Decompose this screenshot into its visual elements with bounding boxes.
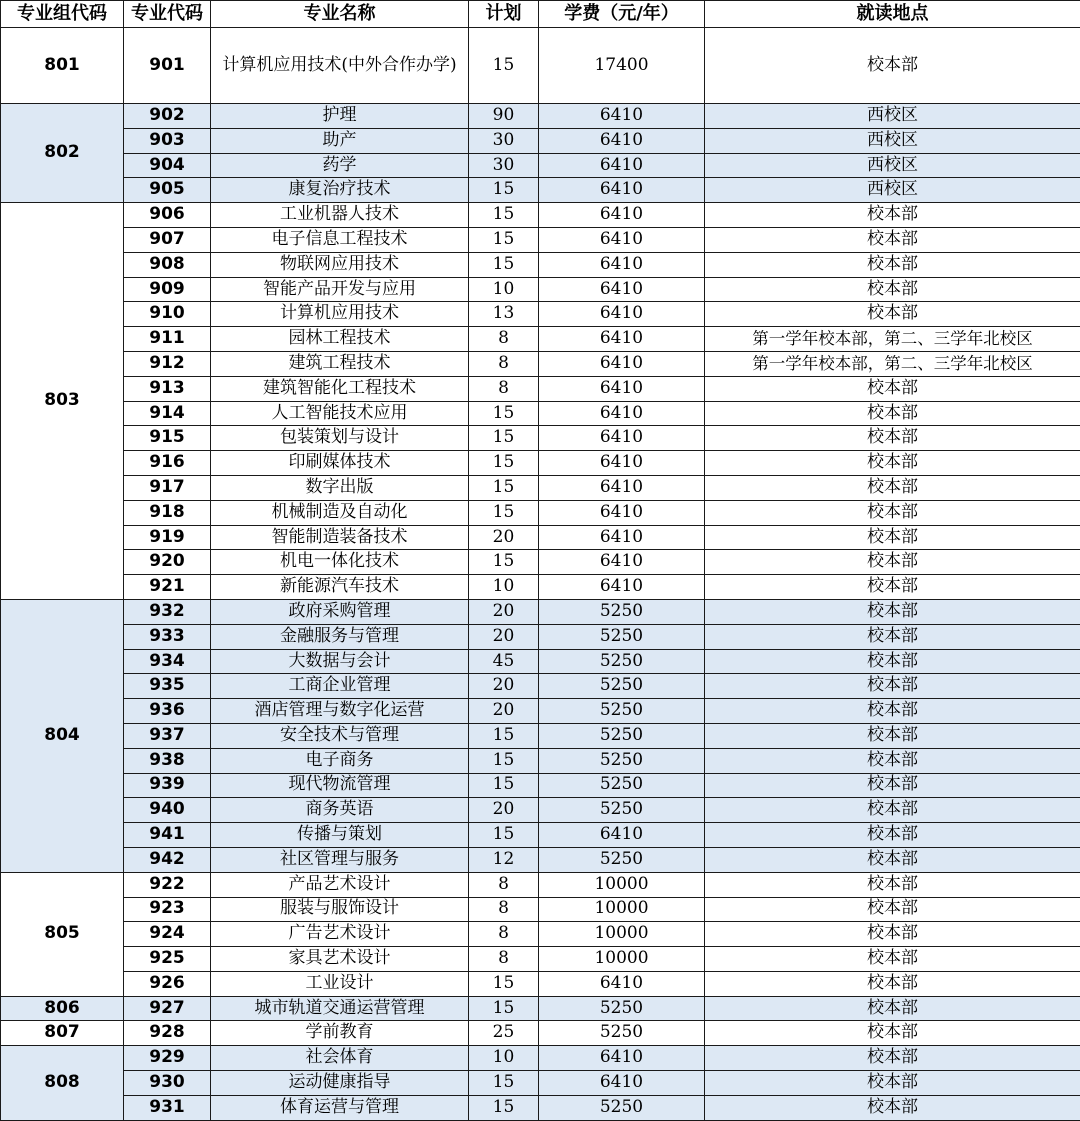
major-code-cell: 938 xyxy=(124,748,211,773)
table-row xyxy=(1,773,1080,798)
location-cell: 校本部 xyxy=(705,575,1080,600)
major-name-cell: 建筑智能化工程技术 xyxy=(211,376,469,401)
major-code-cell: 922 xyxy=(124,872,211,897)
tuition-cell: 5250 xyxy=(539,996,705,1021)
location-cell: 校本部 xyxy=(705,1095,1080,1120)
tuition-cell: 6410 xyxy=(539,1071,705,1096)
plan-cell: 15 xyxy=(469,1095,539,1120)
header-group-code: 专业组代码 xyxy=(1,1,124,28)
tuition-cell: 6410 xyxy=(539,575,705,600)
location-cell: 校本部 xyxy=(705,996,1080,1021)
tuition-cell: 5250 xyxy=(539,1021,705,1046)
major-name-cell: 智能产品开发与应用 xyxy=(211,277,469,302)
major-name-cell: 工商企业管理 xyxy=(211,674,469,699)
major-name-cell: 现代物流管理 xyxy=(211,773,469,798)
location-cell: 校本部 xyxy=(705,28,1080,104)
location-cell: 校本部 xyxy=(705,277,1080,302)
table-row xyxy=(1,599,1080,624)
table-row xyxy=(1,1021,1080,1046)
plan-cell: 13 xyxy=(469,302,539,327)
location-cell: 校本部 xyxy=(705,599,1080,624)
location-cell: 校本部 xyxy=(705,252,1080,277)
plan-cell: 90 xyxy=(469,104,539,129)
group-code-cell: 807 xyxy=(1,1021,124,1046)
major-name-cell: 服装与服饰设计 xyxy=(211,897,469,922)
plan-cell: 8 xyxy=(469,897,539,922)
plan-cell: 20 xyxy=(469,798,539,823)
tuition-cell: 6410 xyxy=(539,327,705,352)
location-cell: 校本部 xyxy=(705,302,1080,327)
tuition-cell: 5250 xyxy=(539,723,705,748)
plan-cell: 15 xyxy=(469,550,539,575)
tuition-cell: 6410 xyxy=(539,500,705,525)
header-location: 就读地点 xyxy=(705,1,1080,28)
location-cell: 校本部 xyxy=(705,922,1080,947)
tuition-cell: 5250 xyxy=(539,699,705,724)
plan-cell: 15 xyxy=(469,773,539,798)
group-code-cell: 808 xyxy=(1,1046,124,1120)
major-code-cell: 902 xyxy=(124,104,211,129)
major-code-cell: 920 xyxy=(124,550,211,575)
location-cell: 校本部 xyxy=(705,475,1080,500)
major-code-cell: 906 xyxy=(124,203,211,228)
major-name-cell: 酒店管理与数字化运营 xyxy=(211,699,469,724)
plan-cell: 8 xyxy=(469,872,539,897)
table-row xyxy=(1,500,1080,525)
table-row xyxy=(1,748,1080,773)
plan-cell: 30 xyxy=(469,128,539,153)
major-code-cell: 926 xyxy=(124,971,211,996)
plan-cell: 15 xyxy=(469,971,539,996)
major-code-cell: 913 xyxy=(124,376,211,401)
major-code-cell: 910 xyxy=(124,302,211,327)
plan-cell: 20 xyxy=(469,674,539,699)
header-plan: 计划 xyxy=(469,1,539,28)
tuition-cell: 5250 xyxy=(539,798,705,823)
major-code-cell: 933 xyxy=(124,624,211,649)
plan-cell: 15 xyxy=(469,823,539,848)
tuition-cell: 6410 xyxy=(539,823,705,848)
table-row xyxy=(1,104,1080,129)
tuition-cell: 6410 xyxy=(539,971,705,996)
major-name-cell: 体育运营与管理 xyxy=(211,1095,469,1120)
major-name-cell: 政府采购管理 xyxy=(211,599,469,624)
major-name-cell: 大数据与会计 xyxy=(211,649,469,674)
location-cell: 校本部 xyxy=(705,847,1080,872)
major-code-cell: 939 xyxy=(124,773,211,798)
major-name-cell: 产品艺术设计 xyxy=(211,872,469,897)
table-row xyxy=(1,847,1080,872)
header-major-code: 专业代码 xyxy=(124,1,211,28)
location-cell: 校本部 xyxy=(705,624,1080,649)
group-code-cell: 806 xyxy=(1,996,124,1021)
tuition-cell: 6410 xyxy=(539,426,705,451)
location-cell: 校本部 xyxy=(705,1021,1080,1046)
table-row xyxy=(1,203,1080,228)
header-tuition: 学费（元/年） xyxy=(539,1,705,28)
tuition-cell: 10000 xyxy=(539,897,705,922)
major-name-cell: 机械制造及自动化 xyxy=(211,500,469,525)
major-code-cell: 921 xyxy=(124,575,211,600)
tuition-cell: 6410 xyxy=(539,252,705,277)
plan-cell: 15 xyxy=(469,1071,539,1096)
major-code-cell: 942 xyxy=(124,847,211,872)
header-major-name: 专业名称 xyxy=(211,1,469,28)
tuition-cell: 5250 xyxy=(539,847,705,872)
plan-cell: 45 xyxy=(469,649,539,674)
header-row xyxy=(1,1,1080,28)
table-row xyxy=(1,798,1080,823)
major-code-cell: 905 xyxy=(124,178,211,203)
plan-cell: 10 xyxy=(469,1046,539,1071)
major-code-cell: 911 xyxy=(124,327,211,352)
tuition-cell: 6410 xyxy=(539,227,705,252)
major-name-cell: 商务英语 xyxy=(211,798,469,823)
tuition-cell: 6410 xyxy=(539,451,705,476)
plan-cell: 20 xyxy=(469,525,539,550)
tuition-cell: 6410 xyxy=(539,302,705,327)
major-name-cell: 物联网应用技术 xyxy=(211,252,469,277)
table-body xyxy=(1,28,1080,1121)
tuition-cell: 6410 xyxy=(539,376,705,401)
tuition-cell: 6410 xyxy=(539,525,705,550)
tuition-cell: 6410 xyxy=(539,475,705,500)
plan-cell: 12 xyxy=(469,847,539,872)
major-name-cell: 机电一体化技术 xyxy=(211,550,469,575)
location-cell: 校本部 xyxy=(705,971,1080,996)
major-name-cell: 传播与策划 xyxy=(211,823,469,848)
location-cell: 西校区 xyxy=(705,153,1080,178)
table-row xyxy=(1,649,1080,674)
plan-cell: 10 xyxy=(469,277,539,302)
major-name-cell: 电子商务 xyxy=(211,748,469,773)
major-name-cell: 运动健康指导 xyxy=(211,1071,469,1096)
tuition-cell: 5250 xyxy=(539,773,705,798)
major-code-cell: 912 xyxy=(124,351,211,376)
location-cell: 校本部 xyxy=(705,674,1080,699)
table-row xyxy=(1,1095,1080,1120)
plan-cell: 15 xyxy=(469,401,539,426)
plan-cell: 15 xyxy=(469,426,539,451)
tuition-cell: 6410 xyxy=(539,153,705,178)
major-name-cell: 智能制造装备技术 xyxy=(211,525,469,550)
table-row xyxy=(1,426,1080,451)
table-row xyxy=(1,252,1080,277)
tuition-cell: 6410 xyxy=(539,351,705,376)
major-code-cell: 909 xyxy=(124,277,211,302)
major-name-cell: 助产 xyxy=(211,128,469,153)
major-name-cell: 护理 xyxy=(211,104,469,129)
plan-cell: 20 xyxy=(469,599,539,624)
table-row xyxy=(1,1046,1080,1071)
major-code-cell: 937 xyxy=(124,723,211,748)
major-name-cell: 社区管理与服务 xyxy=(211,847,469,872)
group-code-cell: 804 xyxy=(1,599,124,872)
plan-cell: 8 xyxy=(469,922,539,947)
major-name-cell: 药学 xyxy=(211,153,469,178)
tuition-cell: 10000 xyxy=(539,922,705,947)
plan-cell: 15 xyxy=(469,451,539,476)
major-name-cell: 包装策划与设计 xyxy=(211,426,469,451)
major-code-cell: 941 xyxy=(124,823,211,848)
location-cell: 西校区 xyxy=(705,128,1080,153)
major-name-cell: 社会体育 xyxy=(211,1046,469,1071)
location-cell: 校本部 xyxy=(705,451,1080,476)
major-name-cell: 城市轨道交通运营管理 xyxy=(211,996,469,1021)
major-code-cell: 930 xyxy=(124,1071,211,1096)
tuition-cell: 5250 xyxy=(539,748,705,773)
location-cell: 校本部 xyxy=(705,500,1080,525)
tuition-cell: 10000 xyxy=(539,947,705,972)
table-row xyxy=(1,624,1080,649)
plan-cell: 20 xyxy=(469,699,539,724)
location-cell: 第一学年校本部，第二、三学年北校区 xyxy=(705,327,1080,352)
plan-cell: 15 xyxy=(469,996,539,1021)
location-cell: 校本部 xyxy=(705,550,1080,575)
table-row xyxy=(1,128,1080,153)
major-code-cell: 901 xyxy=(124,28,211,104)
tuition-cell: 5250 xyxy=(539,649,705,674)
major-code-cell: 916 xyxy=(124,451,211,476)
tuition-cell: 17400 xyxy=(539,28,705,104)
major-name-cell: 学前教育 xyxy=(211,1021,469,1046)
table-row xyxy=(1,872,1080,897)
table-row xyxy=(1,28,1080,104)
major-code-cell: 923 xyxy=(124,897,211,922)
location-cell: 校本部 xyxy=(705,1071,1080,1096)
major-code-cell: 940 xyxy=(124,798,211,823)
tuition-cell: 6410 xyxy=(539,277,705,302)
plan-cell: 8 xyxy=(469,351,539,376)
table-row xyxy=(1,451,1080,476)
major-code-cell: 935 xyxy=(124,674,211,699)
table-row xyxy=(1,401,1080,426)
table-row xyxy=(1,351,1080,376)
major-name-cell: 康复治疗技术 xyxy=(211,178,469,203)
tuition-cell: 10000 xyxy=(539,872,705,897)
table-row xyxy=(1,475,1080,500)
location-cell: 校本部 xyxy=(705,426,1080,451)
table-row xyxy=(1,699,1080,724)
plan-cell: 30 xyxy=(469,153,539,178)
major-code-cell: 924 xyxy=(124,922,211,947)
table-row xyxy=(1,327,1080,352)
major-name-cell: 电子信息工程技术 xyxy=(211,227,469,252)
tuition-cell: 5250 xyxy=(539,599,705,624)
major-code-cell: 936 xyxy=(124,699,211,724)
major-code-cell: 908 xyxy=(124,252,211,277)
table-row xyxy=(1,996,1080,1021)
major-name-cell: 新能源汽车技术 xyxy=(211,575,469,600)
major-code-cell: 903 xyxy=(124,128,211,153)
plan-cell: 15 xyxy=(469,28,539,104)
location-cell: 校本部 xyxy=(705,798,1080,823)
major-name-cell: 园林工程技术 xyxy=(211,327,469,352)
table-row xyxy=(1,971,1080,996)
major-name-cell: 建筑工程技术 xyxy=(211,351,469,376)
location-cell: 校本部 xyxy=(705,203,1080,228)
location-cell: 校本部 xyxy=(705,723,1080,748)
table-row xyxy=(1,302,1080,327)
table-row xyxy=(1,947,1080,972)
location-cell: 校本部 xyxy=(705,376,1080,401)
tuition-cell: 6410 xyxy=(539,401,705,426)
major-name-cell: 计算机应用技术 xyxy=(211,302,469,327)
table-row xyxy=(1,525,1080,550)
plan-cell: 8 xyxy=(469,327,539,352)
tuition-cell: 6410 xyxy=(539,178,705,203)
table-row xyxy=(1,897,1080,922)
location-cell: 第一学年校本部，第二、三学年北校区 xyxy=(705,351,1080,376)
table-row xyxy=(1,277,1080,302)
table-row xyxy=(1,550,1080,575)
major-code-cell: 918 xyxy=(124,500,211,525)
location-cell: 校本部 xyxy=(705,649,1080,674)
location-cell: 校本部 xyxy=(705,947,1080,972)
plan-cell: 15 xyxy=(469,178,539,203)
major-code-cell: 934 xyxy=(124,649,211,674)
location-cell: 校本部 xyxy=(705,897,1080,922)
tuition-cell: 5250 xyxy=(539,1095,705,1120)
location-cell: 校本部 xyxy=(705,773,1080,798)
location-cell: 校本部 xyxy=(705,699,1080,724)
major-code-cell: 904 xyxy=(124,153,211,178)
major-code-cell: 915 xyxy=(124,426,211,451)
table-row xyxy=(1,1071,1080,1096)
plan-cell: 15 xyxy=(469,748,539,773)
major-code-cell: 928 xyxy=(124,1021,211,1046)
location-cell: 校本部 xyxy=(705,401,1080,426)
plan-cell: 15 xyxy=(469,203,539,228)
location-cell: 校本部 xyxy=(705,748,1080,773)
tuition-cell: 6410 xyxy=(539,550,705,575)
tuition-cell: 6410 xyxy=(539,104,705,129)
location-cell: 校本部 xyxy=(705,227,1080,252)
tuition-cell: 6410 xyxy=(539,1046,705,1071)
major-code-cell: 919 xyxy=(124,525,211,550)
major-name-cell: 印刷媒体技术 xyxy=(211,451,469,476)
plan-cell: 15 xyxy=(469,252,539,277)
major-code-cell: 931 xyxy=(124,1095,211,1120)
major-name-cell: 金融服务与管理 xyxy=(211,624,469,649)
location-cell: 校本部 xyxy=(705,872,1080,897)
major-code-cell: 929 xyxy=(124,1046,211,1071)
group-code-cell: 803 xyxy=(1,203,124,600)
plan-cell: 8 xyxy=(469,376,539,401)
plan-cell: 15 xyxy=(469,475,539,500)
table-row xyxy=(1,575,1080,600)
plan-cell: 15 xyxy=(469,723,539,748)
major-code-cell: 914 xyxy=(124,401,211,426)
table-row xyxy=(1,674,1080,699)
location-cell: 西校区 xyxy=(705,104,1080,129)
tuition-cell: 6410 xyxy=(539,128,705,153)
major-code-cell: 917 xyxy=(124,475,211,500)
table-row xyxy=(1,178,1080,203)
major-name-cell: 人工智能技术应用 xyxy=(211,401,469,426)
table-row xyxy=(1,153,1080,178)
major-name-cell: 工业机器人技术 xyxy=(211,203,469,228)
plan-cell: 15 xyxy=(469,227,539,252)
major-name-cell: 数字出版 xyxy=(211,475,469,500)
major-name-cell: 工业设计 xyxy=(211,971,469,996)
group-code-cell: 801 xyxy=(1,28,124,104)
major-code-cell: 925 xyxy=(124,947,211,972)
major-name-cell: 计算机应用技术(中外合作办学) xyxy=(211,28,469,104)
tuition-cell: 6410 xyxy=(539,203,705,228)
location-cell: 校本部 xyxy=(705,1046,1080,1071)
tuition-cell: 5250 xyxy=(539,624,705,649)
major-name-cell: 安全技术与管理 xyxy=(211,723,469,748)
table-row xyxy=(1,723,1080,748)
group-code-cell: 805 xyxy=(1,872,124,996)
major-name-cell: 广告艺术设计 xyxy=(211,922,469,947)
plan-cell: 15 xyxy=(469,500,539,525)
plan-cell: 10 xyxy=(469,575,539,600)
plan-cell: 20 xyxy=(469,624,539,649)
location-cell: 校本部 xyxy=(705,525,1080,550)
table-row xyxy=(1,823,1080,848)
tuition-cell: 5250 xyxy=(539,674,705,699)
location-cell: 西校区 xyxy=(705,178,1080,203)
major-code-cell: 927 xyxy=(124,996,211,1021)
plan-cell: 25 xyxy=(469,1021,539,1046)
major-name-cell: 家具艺术设计 xyxy=(211,947,469,972)
group-code-cell: 802 xyxy=(1,104,124,203)
table-row xyxy=(1,376,1080,401)
table-row xyxy=(1,922,1080,947)
plan-cell: 8 xyxy=(469,947,539,972)
major-code-cell: 907 xyxy=(124,227,211,252)
table-row xyxy=(1,227,1080,252)
major-code-cell: 932 xyxy=(124,599,211,624)
location-cell: 校本部 xyxy=(705,823,1080,848)
